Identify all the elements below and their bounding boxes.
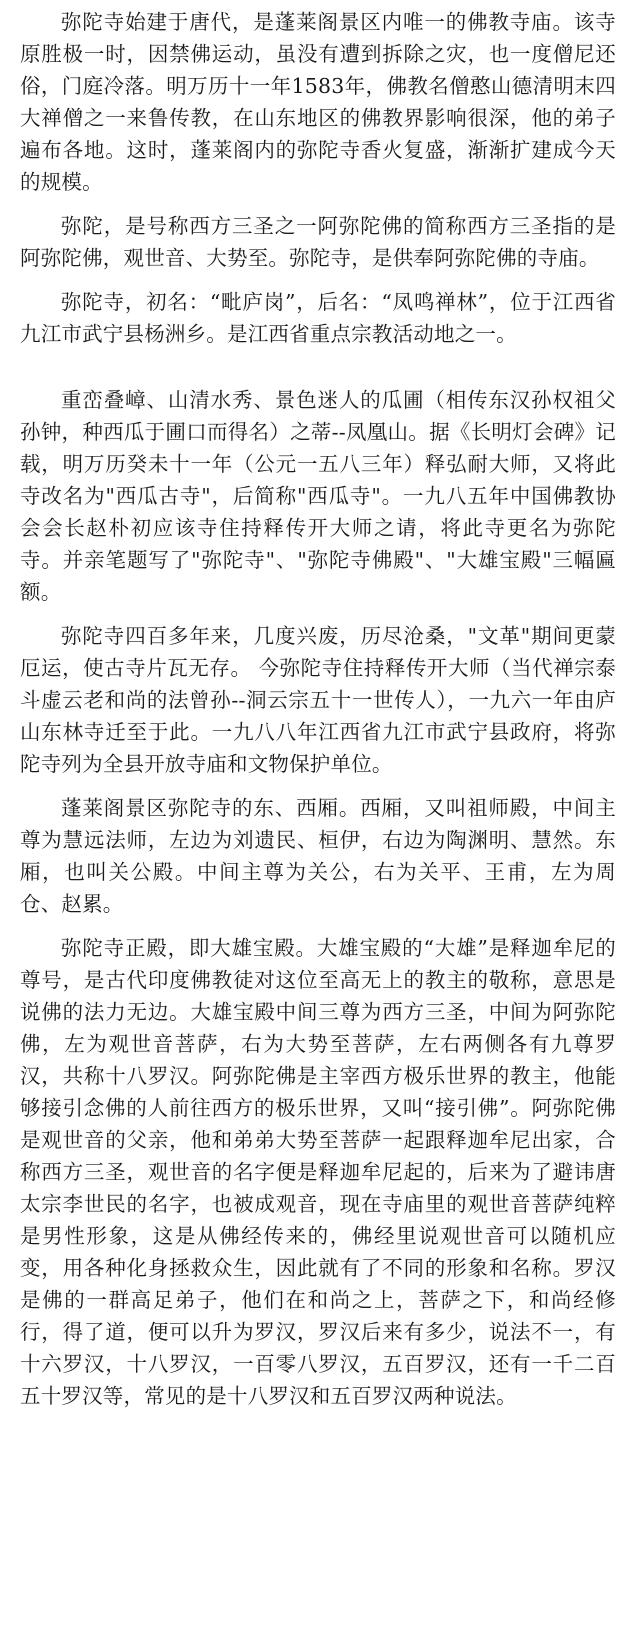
paragraph-east-west-halls: 蓬莱阁景区弥陀寺的东、西厢。西厢，又叫祖师殿，中间主尊为慧远法师，左边为刘遗民、桓伊，右边为陶渊明、慧然。东厢，也叫关公殿。中间主尊为关公，右为关平、王甫，左为周仓、赵累。 (20, 796, 616, 916)
paragraph-amitabha-meaning: 弥陀，是号称西方三圣之一阿弥陀佛的简称西方三圣指的是阿弥陀佛，观世音、大势至。弥陀寺，是供奉阿弥陀佛的寺庙。 (20, 214, 616, 270)
article-body (20, 6, 616, 1424)
paragraph-main-hall: 弥陀寺正殿，即大雄宝殿。大雄宝殿的“大雄”是释迦牟尼的尊号，是古代印度佛教徒对这位至高无上的教主的敬称，意思是说佛的法力无边。大雄宝殿中间三尊为西方三圣，中间为阿弥陀佛，左为观世音菩萨，右为大势至菩萨，左右两侧各有九尊罗汉，共称十八罗汉。阿弥陀佛是主宰西方极乐世界的教主，他能够接引念佛的人前往西方的极乐世界，又叫“接引佛”。阿弥陀佛是观世音的父亲，他和弟弟大势至菩萨一起跟释迦牟尼出家，合称西方三圣，观世音的名字便是释迦牟尼起的，后来为了避讳唐太宗李世民的名字，也被成观音，现在寺庙里的观世音菩萨纯粹是男性形象，这是从佛经传来的，佛经里说观世音可以随机应变，用各种化身拯救众生，因此就有了不同的形象和名称。罗汉是佛的一群高足弟子，他们在和尚之上，菩萨之下，和尚经修行，得了道，便可以升为罗汉，罗汉后来有多少，说法不一，有十六罗汉，十八罗汉，一百零八罗汉，五百罗汉，还有一千二百五十罗汉等，常见的是十八罗汉和五百罗汉两种说法。 (20, 936, 616, 1408)
paragraph-fenghuang-mountain: 重峦叠嶂、山清水秀、景色迷人的瓜圃（相传东汉孙权祖父孙钟，种西瓜于圃口而得名）之蒂--凤凰山。据《长明灯会碑》记载，明万历癸未十一年（公元一五八三年）释弘耐大师，又将此寺改名为"西瓜古寺"，后简称"西瓜寺"。一九八五年中国佛教协会会长赵朴初应该寺住持释传开大师之请，将此寺更名为弥陀寺。并亲笔题写了"弥陀寺"、"弥陀寺佛殿"、"大雄宝殿"三幅匾额。 (20, 388, 616, 604)
paragraph-jiangxi-temple: 弥陀寺，初名：“毗庐岗”，后名：“凤鸣禅林”，位于江西省九江市武宁县杨洲乡。是江西省重点宗教活动地之一。 (20, 290, 616, 346)
paragraph-origin: 弥陀寺始建于唐代，是蓬莱阁景区内唯一的佛教寺庙。该寺原胜极一时，因禁佛运动，虽没有遭到拆除之灾，也一度僧尼还俗，门庭冷落。明万历十一年1583年，佛教名僧憨山德清明末四大禅僧之一来鲁传教，在山东地区的佛教界影响很深，他的弟子遍布各地。这时，蓬莱阁内的弥陀寺香火复盛，渐渐扩建成今天的规模。 (20, 10, 616, 194)
paragraph-history-restoration: 弥陀寺四百多年来，几度兴废，历尽沧桑，"文革"期间更蒙厄运，使古寺片瓦无存。 今弥陀寺住持释传开大师（当代禅宗泰斗虚云老和尚的法曾孙--洞云宗五十一世传人），一九六一年由庐山东林寺迁至于此。一九八八年江西省九江市武宁县政府，将弥陀寺列为全县开放寺庙和文物保护单位。 (20, 624, 616, 776)
